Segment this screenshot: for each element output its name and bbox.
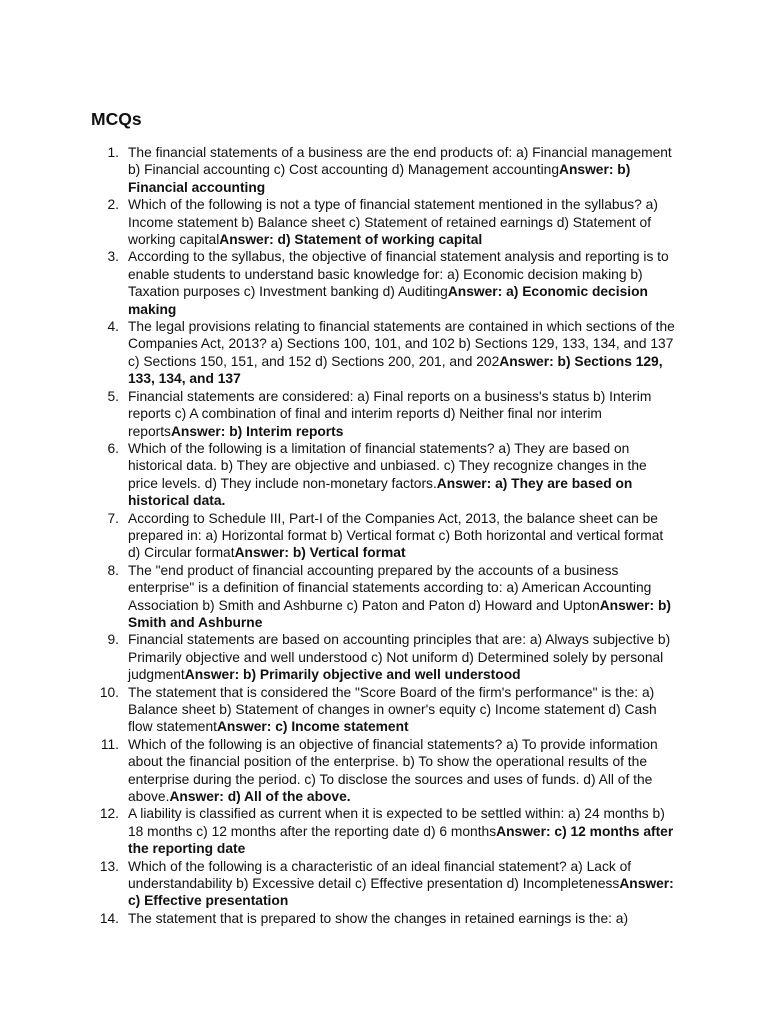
question-number: 10. [99, 684, 119, 700]
answer-text: Answer: b) Interim reports [170, 423, 344, 439]
answer-text: Answer: c) Effective presentation [128, 876, 674, 909]
question-text: Which of the following is a limitation of financial statements? a) They are based on historical data. b) They are objective and unbiased. c) They recognize changes in the price levels. d) They include non-monetary factors. [128, 440, 647, 491]
list-item [91, 631, 679, 683]
answer-text: Answer: c) Income statement [216, 719, 409, 735]
question-number: 9. [107, 632, 119, 648]
list-item [91, 440, 679, 510]
question-text: Financial statements are considered: a) Final reports on a business's status b) Interim reports c) A combination of final and interim reports d) Neither final nor interim reports [128, 388, 652, 439]
list-item [91, 684, 679, 736]
question-text: According to the syllabus, the objective of financial statement analysis and reporting is to enable students to understand basic knowledge for: a) Economic decision making b) Taxation purposes c) Investment banking d) Auditing [128, 249, 669, 300]
question-text: Which of the following is an objective of financial statements? a) To provide information about the financial position of the enterprise. b) To show the operational results of the enterprise during the period. c) To disclose the sources and uses of funds. d) All of the above. [128, 736, 658, 805]
question-text: Which of the following is a characteristic of an ideal financial statement? a) Lack of understandability b) Excessive detail c) Effective presentation d) Incompleteness [128, 858, 632, 892]
question-number: 5. [107, 388, 119, 404]
answer-text: Answer: a) They are based on historical data. [128, 475, 633, 509]
question-text: Financial statements are based on accounting principles that are: a) Always subjective b) Primarily objective and well understood c) Not uniform d) Determined solely by personal judgment [128, 632, 671, 683]
question-number: 3. [107, 249, 119, 265]
question-number: 7. [107, 510, 119, 526]
list-item [91, 196, 679, 248]
question-number: 2. [107, 197, 119, 213]
question-number: 4. [107, 319, 119, 335]
list-item [91, 144, 679, 196]
question-number: 13. [99, 858, 119, 874]
list-item [91, 910, 679, 927]
answer-text: Answer: b) Financial accounting [128, 162, 631, 195]
list-item [91, 562, 679, 632]
list-item [91, 388, 679, 440]
question-text: The statement that is considered the "Score Board of the firm's performance" is the: a) Balance sheet b) Statement of changes in owner's equity c) Income statement d) Cash flow statement [128, 684, 657, 735]
answer-text: Answer: d) All of the above. [169, 789, 351, 805]
question-text: The financial statements of a business are the end products of: a) Financial management b) Financial accounting c) Cost accounting d) Management accounting [128, 145, 672, 178]
question-text: The statement that is prepared to show the changes in retained earnings is the: a) [128, 910, 629, 926]
answer-text: Answer: b) Primarily objective and well understood [184, 667, 521, 683]
question-text: The legal provisions relating to financial statements are contained in which sections of the Companies Act, 2013? a) Sections 100, 101, and 102 b) Sections 129, 133, 134, and 137 c) Sections 150, 151, and 152 d) Sections 200, 201, and 202 [128, 319, 675, 369]
question-text: According to Schedule III, Part-I of the Companies Act, 2013, the balance sheet can be prepared in: a) Horizontal format b) Vertical format c) Both horizontal and vertical format d) Circular format [128, 510, 664, 561]
list-item [91, 510, 679, 562]
answer-text: Answer: c) 12 months after the reporting date [128, 823, 674, 857]
question-number: 11. [100, 736, 119, 752]
answer-text: Answer: d) Statement of working capital [219, 232, 483, 248]
question-number: 14. [99, 910, 119, 926]
answer-text: Answer: a) Economic decision making [128, 284, 648, 317]
question-number: 8. [107, 562, 119, 578]
answer-text: Answer: b) Smith and Ashburne [128, 597, 671, 630]
list-item [91, 858, 679, 910]
question-text: Which of the following is not a type of financial statement mentioned in the syllabus? a) Income statement b) Balance sheet c) Statement of retained earnings d) Statement of working capital [128, 197, 658, 248]
question-text: A liability is classified as current when it is expected to be settled within: a) 24 months b) 18 months c) 12 months after the reporting date d) 6 months [128, 806, 665, 839]
question-list [91, 144, 679, 927]
question-number: 1. [107, 145, 119, 160]
answer-text: Answer: b) Sections 129, 133, 134, and 137 [128, 353, 663, 387]
list-item [91, 805, 679, 857]
question-text: The "end product of financial accounting prepared by the accounts of a business enterprise" is a definition of financial statements according to: a) American Accounting Association b) Smith and Ashburne c) Paton and Paton d) Howard and Upton [128, 562, 652, 613]
list-item [91, 736, 679, 806]
question-number: 12. [99, 806, 119, 822]
page-title: MCQs [91, 109, 142, 129]
answer-text: Answer: b) Vertical format [234, 545, 406, 561]
question-number: 6. [107, 440, 119, 456]
list-item [91, 318, 679, 388]
list-item [91, 248, 679, 318]
